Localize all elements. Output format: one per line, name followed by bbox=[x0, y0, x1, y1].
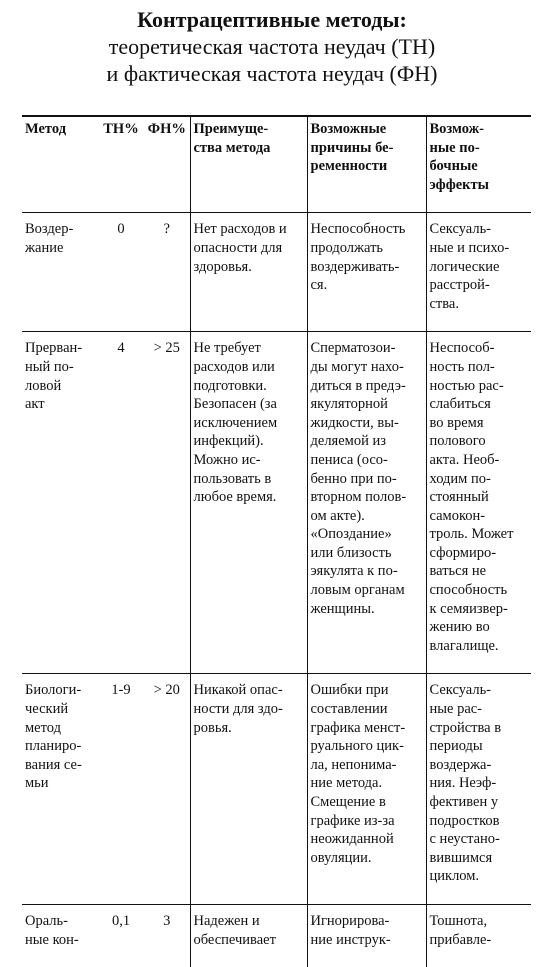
title-line-main: Контрацептивные методы: bbox=[137, 7, 407, 32]
cell-method: Биологи- ческий метод планиро- вания се- мьи bbox=[22, 674, 98, 905]
cell-side-effects: Сексуаль- ные рас- стройства в периоды воздержа- ния. Неэф- фективен у подростков с неустано- вившимся циклом. bbox=[426, 674, 531, 905]
header-method: Метод bbox=[22, 117, 98, 213]
table-row bbox=[22, 213, 531, 332]
title-line-fn: и фактическая частота неудач (ФН) bbox=[106, 61, 438, 86]
cell-causes: Ошибки при составлении графика менст- руального цик- ла, непонима- ние метода. Смещение в графике из-за неожиданной овуляции. bbox=[307, 674, 426, 905]
table-row bbox=[22, 674, 531, 905]
table-row bbox=[22, 904, 531, 967]
cell-side-effects: Неспособ- ность пол- ностью рас- слабиться во время полового акта. Необ- ходим по- стоянный самокон- троль. Может сформиро- ваться не способность к семяизвер- жению во влагалище. bbox=[426, 332, 531, 674]
cell-advantages: Нет расходов и опасности для здоровья. bbox=[190, 213, 307, 332]
table-title bbox=[0, 6, 544, 87]
cell-causes: Игнорирова- ние инструк- bbox=[307, 904, 426, 967]
cell-tn: 1-9 bbox=[98, 674, 144, 905]
header-tn: ТН% bbox=[98, 117, 144, 213]
cell-side-effects: Тошнота, прибавле- bbox=[426, 904, 531, 967]
contraceptive-methods-table bbox=[22, 115, 531, 967]
cell-method: Воздер- жание bbox=[22, 213, 98, 332]
cell-fn: ? bbox=[144, 213, 190, 332]
cell-advantages: Никакой опас- ности для здо- ровья. bbox=[190, 674, 307, 905]
header-fn: ФН% bbox=[144, 117, 190, 213]
header-causes: Возможные причины бе- ременности bbox=[307, 117, 426, 213]
cell-causes: Неспособность продолжать воздерживать- ся. bbox=[307, 213, 426, 332]
title-line-tn: теоретическая частота неудач (ТН) bbox=[108, 34, 436, 59]
cell-tn: 4 bbox=[98, 332, 144, 674]
cell-fn: 3 bbox=[163, 912, 171, 929]
header-advantages: Преимуще- ства метода bbox=[190, 117, 307, 213]
cell-method: Прерван- ный по- ловой акт bbox=[22, 332, 98, 674]
header-side-effects: Возмож- ные по- бочные эффекты bbox=[426, 117, 531, 213]
cell-method: Ораль- ные кон- bbox=[25, 912, 79, 948]
table-row bbox=[22, 332, 531, 674]
cell-advantages: Надежен и обеспечивает bbox=[190, 904, 307, 967]
cell-side-effects: Сексуаль- ные и психо- логические расстрой- ства. bbox=[426, 213, 531, 332]
cell-advantages: Не требует расходов или подготовки. Безопасен (за исключением инфекций). Можно ис- пользовать в любое время. bbox=[190, 332, 307, 674]
cell-causes: Сперматозои- ды могут нахо- диться в предэ- якуляторной жидкости, вы- деляемой из пениса (осо- бенно при по- вторном полов- ом акте). «Опоздание» или близость эякулята к по- ловым органам женщины. bbox=[307, 332, 426, 674]
cell-tn: 0 bbox=[98, 213, 144, 332]
cell-tn: 0,1 bbox=[111, 912, 131, 929]
cell-fn: > 25 bbox=[144, 332, 190, 674]
table-header-row bbox=[22, 117, 531, 213]
cell-fn: > 20 bbox=[144, 674, 190, 905]
